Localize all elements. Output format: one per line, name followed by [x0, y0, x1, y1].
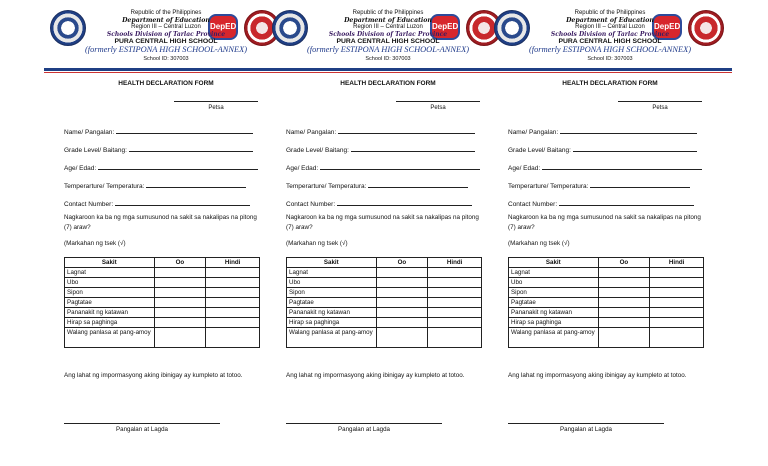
hindi-checkbox-cell[interactable] [206, 278, 260, 288]
contact-field[interactable] [286, 199, 486, 208]
table-row [509, 288, 704, 298]
header-division: Schools Division of Tarlac Province [550, 31, 670, 38]
symptom-label: Ubo [509, 278, 599, 288]
symptom-question: Nagkaroon ka ba ng mga sumusunod na sakit sa nakalipas na pitong (7) araw? [508, 214, 701, 231]
name-field[interactable] [286, 127, 486, 136]
temperature-field-line[interactable] [368, 181, 468, 188]
oo-checkbox-cell[interactable] [376, 318, 428, 328]
header-formerly: (formerly ESTIPONA HIGH SCHOOL-ANNEX) [529, 45, 691, 54]
symptom-table [508, 257, 704, 348]
table-row [287, 278, 482, 288]
table-row [287, 268, 482, 278]
column-header-sakit: Sakit [287, 258, 377, 268]
header-department: Department of Education [566, 17, 654, 24]
header-divider-accent [44, 72, 288, 73]
column-header-hindi: Hindi [206, 258, 260, 268]
hindi-checkbox-cell[interactable] [428, 268, 482, 278]
hindi-checkbox-cell[interactable] [206, 318, 260, 328]
age-field[interactable] [508, 163, 708, 172]
symptom-label: Lagnat [287, 268, 377, 278]
grade-field-line[interactable] [351, 145, 475, 152]
grade-field-line[interactable] [573, 145, 697, 152]
column-header-hindi: Hindi [428, 258, 482, 268]
signature-line[interactable] [64, 423, 220, 424]
oo-checkbox-cell[interactable] [376, 308, 428, 318]
date-label: Petsa [430, 105, 446, 111]
header-division: Schools Division of Tarlac Province [328, 31, 448, 38]
contact-field-label: Contact Number: [286, 201, 337, 208]
hindi-checkbox-cell[interactable] [650, 268, 704, 278]
header-department: Department of Education [344, 17, 432, 24]
deped-logo-icon: DepED [208, 14, 238, 40]
header-region: Region III – Central Luzon [575, 24, 645, 30]
temperature-field-line[interactable] [146, 181, 246, 188]
signature-label: Pangalan at Lagda [560, 426, 612, 433]
age-field-line[interactable] [98, 163, 258, 170]
oo-checkbox-cell[interactable] [154, 268, 206, 278]
hindi-checkbox-cell[interactable] [428, 318, 482, 328]
header-divider-accent [266, 72, 510, 73]
table-row [65, 318, 260, 328]
oo-checkbox-cell[interactable] [598, 268, 650, 278]
table-row [287, 298, 482, 308]
table-header-row [509, 258, 704, 268]
name-field[interactable] [508, 127, 708, 136]
header-school-name: PURA CENTRAL HIGH SCHOOL [558, 38, 662, 45]
oo-checkbox-cell[interactable] [376, 278, 428, 288]
table-row [509, 328, 704, 348]
form-title: HEALTH DECLARATION FORM [118, 80, 214, 87]
symptom-label: Sipon [287, 288, 377, 298]
contact-field-line[interactable] [559, 199, 694, 206]
contact-field-label: Contact Number: [64, 201, 115, 208]
table-row [65, 278, 260, 288]
signature-label: Pangalan at Lagda [116, 426, 168, 433]
grade-field-label: Grade Level/ Baitang: [64, 147, 129, 154]
table-row [509, 318, 704, 328]
hindi-checkbox-cell[interactable] [650, 318, 704, 328]
symptom-label: Walang panlasa at pang-amoy [287, 328, 377, 348]
symptom-label: Hirap sa paghinga [65, 318, 155, 328]
hindi-checkbox-cell[interactable] [650, 328, 704, 348]
header-divider [44, 68, 288, 71]
symptom-label: Sipon [509, 288, 599, 298]
hindi-checkbox-cell[interactable] [650, 308, 704, 318]
oo-checkbox-cell[interactable] [154, 308, 206, 318]
date-field-line[interactable] [618, 101, 702, 102]
symptom-label: Pagtatae [287, 298, 377, 308]
date-label: Petsa [208, 105, 224, 111]
header-school-name: PURA CENTRAL HIGH SCHOOL [336, 38, 440, 45]
temperature-field[interactable] [286, 181, 486, 190]
symptom-label: Pagtatae [65, 298, 155, 308]
table-row [65, 298, 260, 308]
attestation-text: Ang lahat ng impormasyong aking ibinigay ay kumpleto at totoo. [286, 372, 465, 379]
column-header-sakit: Sakit [509, 258, 599, 268]
oo-checkbox-cell[interactable] [154, 278, 206, 288]
grade-field[interactable] [508, 145, 708, 154]
signature-label: Pangalan at Lagda [338, 426, 390, 433]
age-field-line[interactable] [320, 163, 480, 170]
oo-checkbox-cell[interactable] [154, 298, 206, 308]
oo-checkbox-cell[interactable] [598, 288, 650, 298]
header-school-name: PURA CENTRAL HIGH SCHOOL [114, 38, 218, 45]
symptom-question: Nagkaroon ka ba ng mga sumusunod na sakit sa nakalipas na pitong (7) araw? [286, 214, 479, 231]
date-field-line[interactable] [174, 101, 258, 102]
table-row [65, 288, 260, 298]
symptom-label: Ubo [65, 278, 155, 288]
health-declaration-form-3 [494, 0, 726, 466]
grade-field[interactable] [64, 145, 264, 154]
oo-checkbox-cell[interactable] [598, 298, 650, 308]
table-row [509, 298, 704, 308]
contact-field[interactable] [64, 199, 264, 208]
contact-field-line[interactable] [337, 199, 472, 206]
table-row [65, 328, 260, 348]
header-formerly: (formerly ESTIPONA HIGH SCHOOL-ANNEX) [307, 45, 469, 54]
hindi-checkbox-cell[interactable] [428, 328, 482, 348]
hindi-checkbox-cell[interactable] [206, 288, 260, 298]
grade-field-label: Grade Level/ Baitang: [286, 147, 351, 154]
symptom-label: Pananakit ng katawan [65, 308, 155, 318]
table-row [509, 268, 704, 278]
header-divider [488, 68, 732, 71]
table-row [287, 318, 482, 328]
form-title: HEALTH DECLARATION FORM [562, 80, 658, 87]
temperature-field[interactable] [508, 181, 708, 190]
oo-checkbox-cell[interactable] [154, 318, 206, 328]
deped-logo-icon: DepED [652, 14, 682, 40]
hindi-checkbox-cell[interactable] [206, 298, 260, 308]
health-declaration-form-1 [50, 0, 282, 466]
oo-checkbox-cell[interactable] [376, 268, 428, 278]
grade-field-label: Grade Level/ Baitang: [508, 147, 573, 154]
header-divider [266, 68, 510, 71]
symptom-label: Ubo [287, 278, 377, 288]
symptom-label: Walang panlasa at pang-amoy [509, 328, 599, 348]
contact-field[interactable] [508, 199, 708, 208]
table-row [509, 308, 704, 318]
column-header-oo: Oo [598, 258, 650, 268]
symptom-label: Hirap sa paghinga [509, 318, 599, 328]
oo-checkbox-cell[interactable] [598, 308, 650, 318]
hindi-checkbox-cell[interactable] [206, 268, 260, 278]
table-row [287, 288, 482, 298]
mark-instruction: (Markahan ng tsek (√) [508, 240, 570, 247]
column-header-oo: Oo [376, 258, 428, 268]
temperature-field-label: Temperarture/ Temperatura: [508, 183, 591, 190]
age-field-line[interactable] [542, 163, 702, 170]
age-field-label: Age/ Edad: [64, 165, 98, 172]
header-region: Region III – Central Luzon [353, 24, 423, 30]
symptom-label: Lagnat [509, 268, 599, 278]
header-department: Department of Education [122, 17, 210, 24]
symptom-label: Lagnat [65, 268, 155, 278]
hindi-checkbox-cell[interactable] [206, 328, 260, 348]
symptom-label: Hirap sa paghinga [287, 318, 377, 328]
table-row [287, 308, 482, 318]
header-divider-accent [488, 72, 732, 73]
oo-checkbox-cell[interactable] [598, 318, 650, 328]
name-field-line[interactable] [116, 127, 253, 134]
column-header-oo: Oo [154, 258, 206, 268]
temperature-field[interactable] [64, 181, 264, 190]
date-field-line[interactable] [396, 101, 480, 102]
hindi-checkbox-cell[interactable] [428, 278, 482, 288]
temperature-field-label: Temperarture/ Temperatura: [286, 183, 369, 190]
attestation-text: Ang lahat ng impormasyong aking ibinigay ay kumpleto at totoo. [508, 372, 687, 379]
temperature-field-line[interactable] [590, 181, 690, 188]
hindi-checkbox-cell[interactable] [428, 298, 482, 308]
age-field[interactable] [64, 163, 264, 172]
name-field-line[interactable] [338, 127, 475, 134]
symptom-question: Nagkaroon ka ba ng mga sumusunod na sakit sa nakalipas na pitong (7) araw? [64, 214, 257, 231]
attestation-text: Ang lahat ng impormasyong aking ibinigay ay kumpleto at totoo. [64, 372, 243, 379]
symptom-label: Walang panlasa at pang-amoy [65, 328, 155, 348]
header-division: Schools Division of Tarlac Province [106, 31, 226, 38]
contact-field-line[interactable] [115, 199, 250, 206]
header-formerly: (formerly ESTIPONA HIGH SCHOOL-ANNEX) [85, 45, 247, 54]
header-school-id: School ID: 307003 [365, 56, 411, 62]
age-field-label: Age/ Edad: [286, 165, 320, 172]
table-row [509, 278, 704, 288]
table-row [287, 328, 482, 348]
header-school-id: School ID: 307003 [143, 56, 189, 62]
header-school-id: School ID: 307003 [587, 56, 633, 62]
oo-checkbox-cell[interactable] [154, 328, 206, 348]
grade-field-line[interactable] [129, 145, 253, 152]
signature-line[interactable] [286, 423, 442, 424]
mark-instruction: (Markahan ng tsek (√) [286, 240, 348, 247]
header-republic: Republic of the Philippines [352, 10, 424, 16]
age-field-label: Age/ Edad: [508, 165, 542, 172]
oo-checkbox-cell[interactable] [376, 288, 428, 298]
symptom-label: Sipon [65, 288, 155, 298]
table-header-row [287, 258, 482, 268]
table-header-row [65, 258, 260, 268]
hindi-checkbox-cell[interactable] [650, 278, 704, 288]
symptom-table [286, 257, 482, 348]
name-field[interactable] [64, 127, 264, 136]
age-field[interactable] [286, 163, 486, 172]
deped-logo-icon: DepED [430, 14, 460, 40]
header-republic: Republic of the Philippines [574, 10, 646, 16]
oo-checkbox-cell[interactable] [154, 288, 206, 298]
oo-checkbox-cell[interactable] [376, 298, 428, 308]
name-field-label: Name/ Pangalan: [508, 129, 561, 136]
name-field-label: Name/ Pangalan: [286, 129, 339, 136]
symptom-label: Pagtatae [509, 298, 599, 308]
mark-instruction: (Markahan ng tsek (√) [64, 240, 126, 247]
column-header-sakit: Sakit [65, 258, 155, 268]
hindi-checkbox-cell[interactable] [206, 308, 260, 318]
hindi-checkbox-cell[interactable] [650, 298, 704, 308]
date-label: Petsa [652, 105, 668, 111]
header-region: Region III – Central Luzon [131, 24, 201, 30]
oo-checkbox-cell[interactable] [598, 278, 650, 288]
signature-line[interactable] [508, 423, 664, 424]
contact-field-label: Contact Number: [508, 201, 559, 208]
oo-checkbox-cell[interactable] [598, 328, 650, 348]
name-field-label: Name/ Pangalan: [64, 129, 117, 136]
header-republic: Republic of the Philippines [130, 10, 202, 16]
table-row [65, 308, 260, 318]
form-title: HEALTH DECLARATION FORM [340, 80, 436, 87]
table-row [65, 268, 260, 278]
symptom-label: Pananakit ng katawan [509, 308, 599, 318]
hindi-checkbox-cell[interactable] [428, 288, 482, 298]
symptom-label: Pananakit ng katawan [287, 308, 377, 318]
grade-field[interactable] [286, 145, 486, 154]
hindi-checkbox-cell[interactable] [650, 288, 704, 298]
symptom-table [64, 257, 260, 348]
oo-checkbox-cell[interactable] [376, 328, 428, 348]
column-header-hindi: Hindi [650, 258, 704, 268]
temperature-field-label: Temperarture/ Temperatura: [64, 183, 147, 190]
health-declaration-form-2 [272, 0, 504, 466]
name-field-line[interactable] [560, 127, 697, 134]
hindi-checkbox-cell[interactable] [428, 308, 482, 318]
